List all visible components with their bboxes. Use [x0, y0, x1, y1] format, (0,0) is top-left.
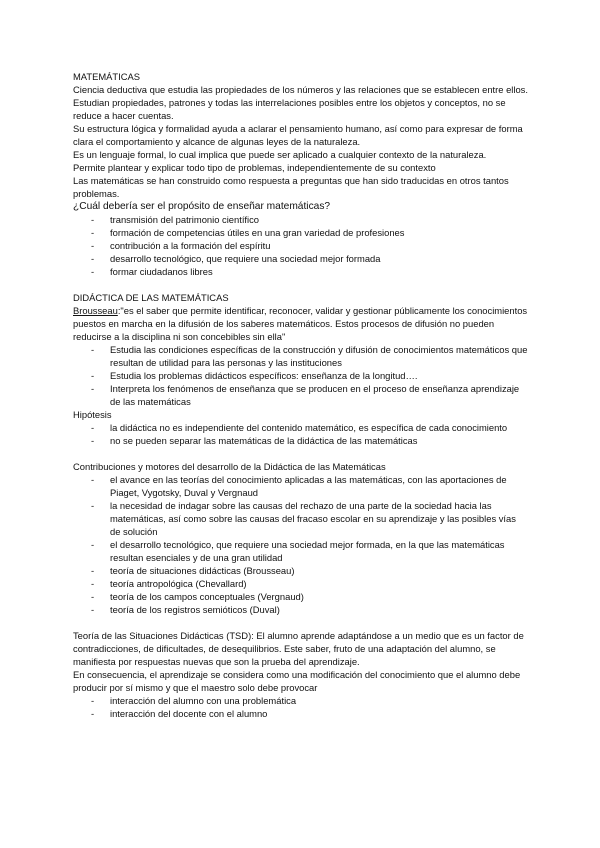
list-item: - formar ciudadanos libres: [91, 266, 213, 277]
list-item: - contribución a la formación del espíritu: [91, 240, 271, 251]
hipotesis-title: Hipótesis: [73, 409, 112, 420]
bullet-dash: -: [91, 266, 95, 277]
list-item: - teoría de los registros semióticos (Duval): [91, 604, 280, 615]
didactica-list: [73, 343, 528, 408]
paragraph: Las matemáticas se han construido como respuesta a preguntas que han sido traducidas en otros tantos problemas.: [73, 175, 509, 199]
contribuciones-list: [73, 473, 528, 616]
list-item: - interacción del alumno con una problemática: [91, 695, 297, 706]
list-item: - teoría antropológica (Chevallard): [91, 578, 247, 589]
tsd-paragraph: Teoría de las Situaciones Didácticas (TSD): El alumno aprende adaptándose a un medio que es un factor de contradicciones, de dificultades, de desequilibrios. Este saber, fruto de una adaptación del alumno, se manifiesta por respuestas nuevas que son la prueba del aprendizaje.: [73, 630, 524, 667]
list-item: - desarrollo tecnológico, que requiere una sociedad mejor formada: [91, 253, 381, 264]
interaccion-list: [73, 694, 528, 720]
list-item: - Estudia los problemas didácticos específicos: enseñanza de la longitud….: [91, 370, 418, 381]
list-item: - interacción del docente con el alumno: [91, 708, 268, 719]
list-item: - la necesidad de indagar sobre las causas del rechazo de una parte de la sociedad hacia las matemáticas, así como sobre las causas del fracaso escolar en su aprendizaje y las posibles vías de solución: [91, 500, 516, 537]
bullet-dash: -: [91, 214, 95, 225]
bullet-dash: -: [91, 370, 95, 381]
list-item: - el desarrollo tecnológico, que requiere una sociedad mejor formada, en la que las matemáticas resultan esenciales y de una gran utilidad: [91, 539, 505, 563]
bullet-dash: -: [91, 500, 95, 511]
paragraph: Su estructura lógica y formalidad ayuda a aclarar el pensamiento humano, así como para expresar de forma clara el comportamiento y alcance de algunas leyes de la naturaleza.: [73, 123, 523, 147]
bullet-dash: -: [91, 474, 95, 485]
list-item: - formación de competencias útiles en una gran variedad de profesiones: [91, 227, 405, 238]
list-item: - teoría de situaciones didácticas (Brousseau): [91, 565, 295, 576]
list-item: - no se pueden separar las matemáticas de la didáctica de las matemáticas: [91, 435, 418, 446]
section-title-didactica: DIDÁCTICA DE LAS MATEMÁTICAS: [73, 292, 229, 303]
list-item: - teoría de los campos conceptuales (Vergnaud): [91, 591, 304, 602]
quote-text: :"es el saber que permite identificar, reconocer, validar y gestionar públicamente los conocimientos puestos en marcha en la difusión de los saberes matemáticos. Estos procesos de difusión no pueden reducirse a la disciplina ni son concebibles sin ella": [73, 305, 528, 342]
paragraph: Estudian propiedades, patrones y todas las interrelaciones posibles entre los objetos y conceptos, no se reduce a hacer cuentas.: [73, 97, 506, 121]
bullet-dash: -: [91, 344, 95, 355]
hipotesis-list: [73, 421, 528, 447]
section-title-matematicas: MATEMÁTICAS: [73, 71, 141, 82]
author-name: Brousseau: [73, 305, 118, 316]
list-item: - transmisión del patrimonio científico: [91, 214, 260, 225]
bullet-dash: -: [91, 695, 95, 706]
purpose-question: ¿Cuál debería ser el propósito de enseñar matemáticas?: [73, 201, 331, 212]
purpose-list: [73, 213, 528, 278]
paragraph: Ciencia deductiva que estudia las propiedades de los números y las relaciones que se establecen entre ellos.: [73, 84, 528, 95]
bullet-dash: -: [91, 565, 95, 576]
bullet-dash: -: [91, 383, 95, 394]
bullet-dash: -: [91, 227, 95, 238]
list-item: - el avance en las teorías del conocimiento aplicadas a las matemáticas, con las aportaciones de Piaget, Vygotsky, Duval y Vergnaud: [91, 474, 507, 498]
document-content: [73, 70, 528, 720]
list-item: - Interpreta los fenómenos de enseñanza que se producen en el proceso de enseñanza aprendizaje de las matemáticas: [91, 383, 520, 407]
bullet-dash: -: [91, 539, 95, 550]
bullet-dash: -: [91, 708, 95, 719]
bullet-dash: -: [91, 591, 95, 602]
bullet-dash: -: [91, 240, 95, 251]
bullet-dash: -: [91, 422, 95, 433]
brousseau-quote: [73, 304, 528, 343]
bullet-dash: -: [91, 604, 95, 615]
bullet-dash: -: [91, 435, 95, 446]
list-item: - Estudia las condiciones específicas de la construcción y difusión de conocimientos matemáticos que resultan de utilidad para las personas y las instituciones: [91, 344, 528, 368]
paragraph: Permite plantear y explicar todo tipo de problemas, independientemente de su contexto: [73, 162, 436, 173]
bullet-dash: -: [91, 578, 95, 589]
section-title-contribuciones: Contribuciones y motores del desarrollo de la Didáctica de las Matemáticas: [73, 461, 386, 472]
list-item: - la didáctica no es independiente del contenido matemático, es específica de cada conocimiento: [91, 422, 508, 433]
bullet-dash: -: [91, 253, 95, 264]
paragraph: Es un lenguaje formal, lo cual implica que puede ser aplicado a cualquier contexto de la naturaleza.: [73, 149, 487, 160]
paragraph: En consecuencia, el aprendizaje se considera como una modificación del conocimiento que el alumno debe producir por sí mismo y que el maestro solo debe provocar: [73, 669, 521, 693]
